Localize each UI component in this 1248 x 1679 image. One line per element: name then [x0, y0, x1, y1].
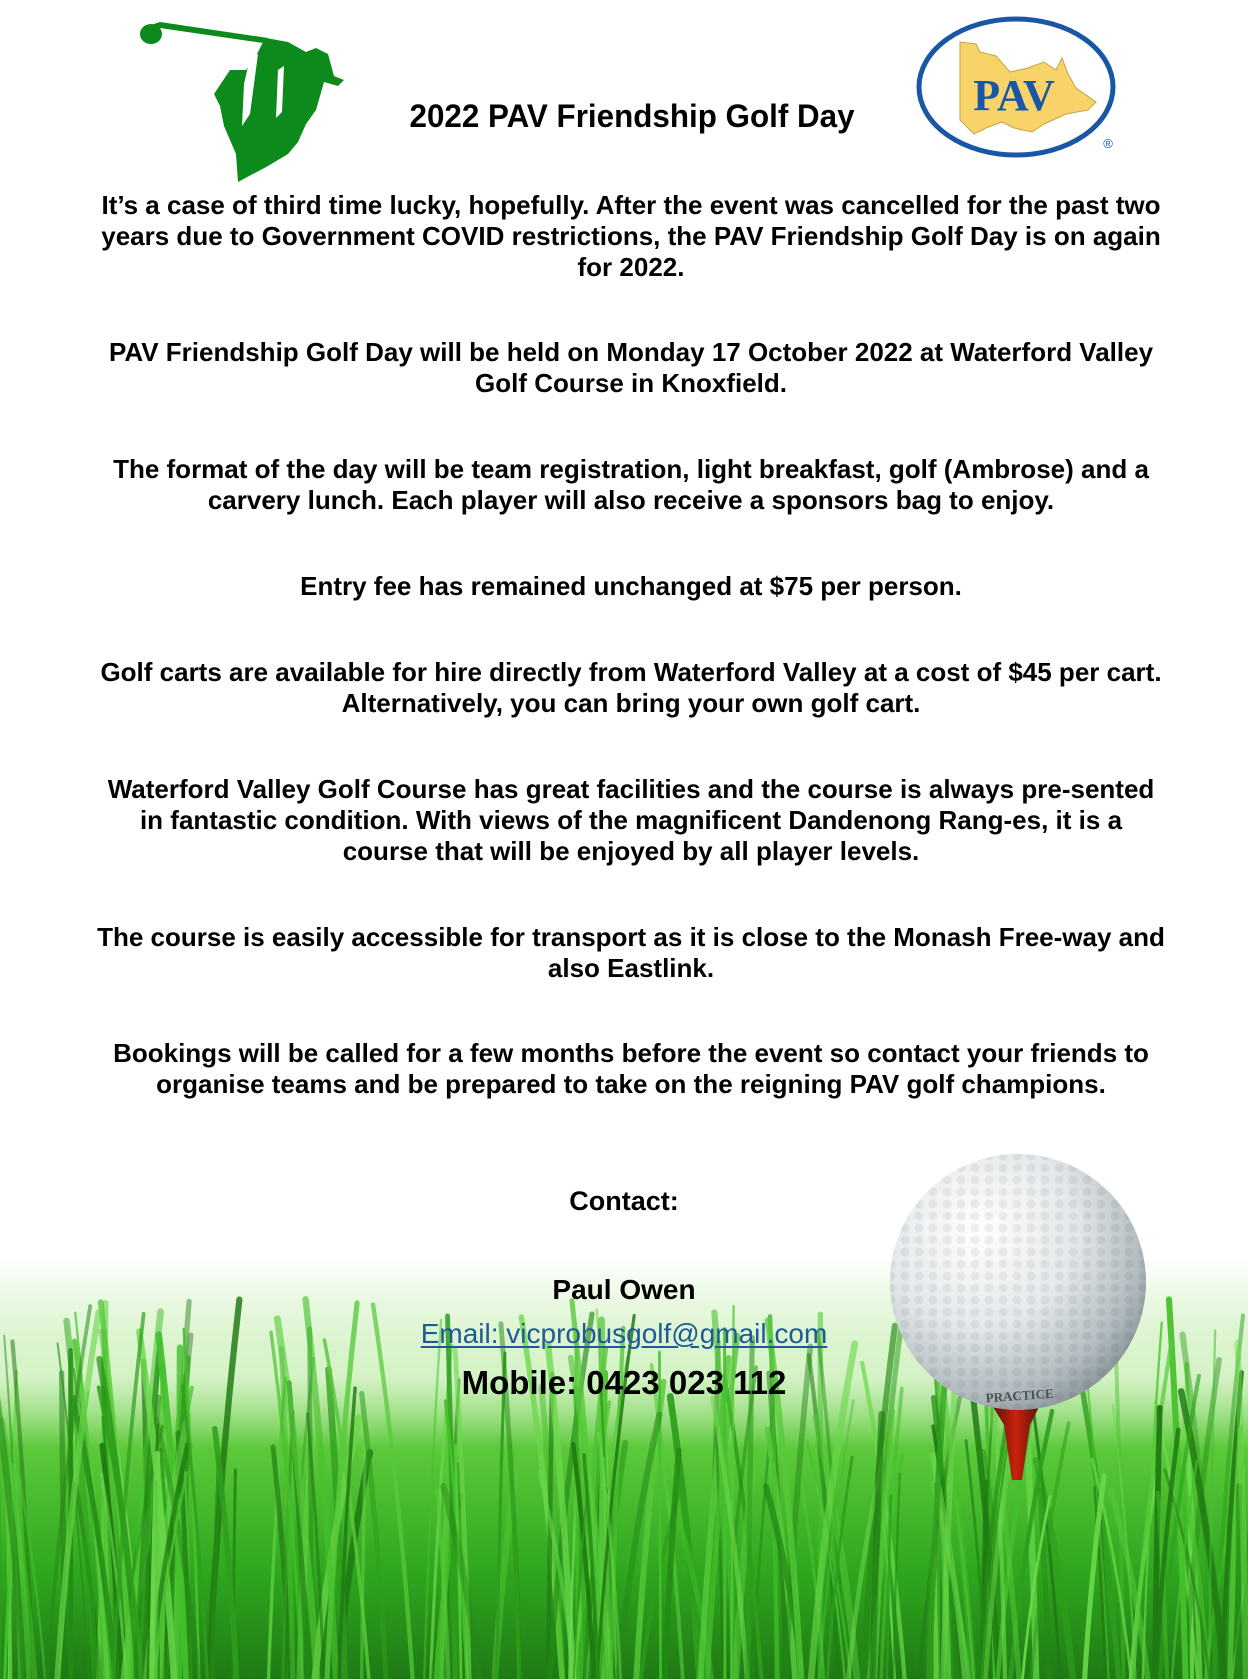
paragraph-facilities: Waterford Valley Golf Course has great facilities and the course is always pre-sented in fantastic condition. With views of the magnificent Dandenong Rang-es, it is a course that will be enjoyed by all player levels.: [107, 774, 1155, 866]
registered-mark: ®: [1103, 136, 1113, 151]
paragraph-format: The format of the day will be team registration, light breakfast, golf (Ambrose) and a carvery lunch. Each player will also receive a sponsors bag to enjoy.: [113, 454, 1149, 515]
contact-email: [0, 1318, 1248, 1350]
contact-name: Paul Owen: [552, 1274, 696, 1305]
paragraph-date-venue: PAV Friendship Golf Day will be held on Monday 17 October 2022 at Waterford Valley Golf Course in Knoxfield.: [108, 337, 1154, 398]
grass-blade: [156, 1482, 157, 1679]
paragraph-transport: The course is easily accessible for transport as it is close to the Monash Free-way and also Eastlink.: [97, 922, 1165, 983]
paragraph-entry-fee: Entry fee has remained unchanged at $75 per person.: [300, 571, 962, 601]
contact-label: Contact:: [569, 1186, 679, 1216]
contact-email-link[interactable]: Email: vicprobusgolf@gmail.com: [420, 1318, 828, 1349]
paragraph-bookings: Bookings will be called for a few months before the event so contact your friends to organise teams and be prepared to take on the reigning PAV golf champions.: [113, 1038, 1149, 1099]
page-title-text: 2022 PAV Friendship Golf Day: [409, 98, 855, 134]
tee-icon: [992, 1405, 1040, 1480]
pav-logo: [916, 14, 1126, 160]
paragraph-intro: It’s a case of third time lucky, hopefully. After the event was cancelled for the past two years due to Government COVID restrictions, the PAV Friendship Golf Day is on again for 2022.: [101, 190, 1161, 282]
contact-mobile: Mobile: 0423 023 112: [461, 1364, 787, 1401]
grass-blade: [1238, 1486, 1239, 1679]
ball-imprint: PRACTICE: [985, 1385, 1055, 1406]
page-title: [0, 98, 1248, 135]
paragraph-golf-carts: Golf carts are available for hire directly from Waterford Valley at a cost of $45 per cart. Alternatively, you can bring your own golf cart.: [100, 657, 1162, 718]
pav-logo-text: PAV: [973, 71, 1055, 120]
